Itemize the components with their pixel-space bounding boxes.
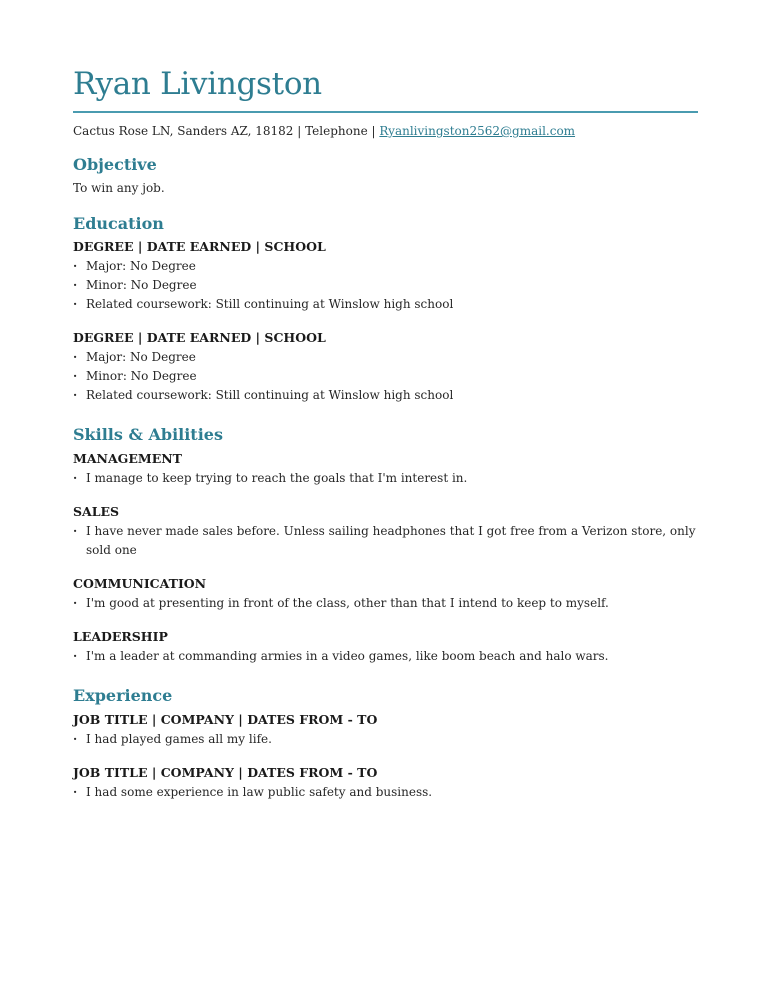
header-divider	[73, 111, 698, 113]
education-title: Education	[73, 213, 164, 233]
skills-title: Skills & Abilities	[73, 424, 223, 444]
skill-entry	[73, 451, 698, 488]
education-entry	[73, 330, 698, 405]
experience-heading: JOB TITLE | COMPANY | DATES FROM - TO	[73, 764, 378, 780]
experience-entry	[73, 712, 698, 749]
skill-entry	[73, 576, 698, 613]
objective-title: Objective	[73, 155, 157, 174]
list-item: · I have never made sales before. Unless sailing headphones that I got free from a Verizon store, only sold one	[73, 522, 698, 560]
list-item: · I had played games all my life.	[73, 730, 698, 749]
education-entry-heading: DEGREE | DATE EARNED | SCHOOL	[73, 238, 326, 254]
skill-entry	[73, 504, 698, 560]
skill-heading: MANAGEMENT	[73, 450, 182, 466]
skill-heading: LEADERSHIP	[73, 628, 168, 644]
education-entry-heading: DEGREE | DATE EARNED | SCHOOL	[73, 329, 326, 345]
email-link[interactable]: Ryanlivingston2562@gmail.com	[379, 124, 576, 138]
skill-list	[73, 647, 698, 666]
list-item: · Major: No Degree	[73, 348, 698, 367]
list-item: · Related coursework: Still continuing at Winslow high school	[73, 386, 698, 405]
objective-text: To win any job.	[73, 181, 165, 195]
list-item: · Major: No Degree	[73, 257, 698, 276]
resume-name: Ryan Livingston	[73, 66, 322, 102]
skill-heading: SALES	[73, 503, 120, 519]
contact-details: Cactus Rose LN, Sanders AZ, 18182 | Telephone |	[73, 124, 380, 138]
contact-line	[73, 124, 698, 138]
list-item: · I'm a leader at commanding armies in a video games, like boom beach and halo wars.	[73, 647, 698, 666]
skill-list	[73, 469, 698, 488]
list-item: · Minor: No Degree	[73, 367, 698, 386]
education-entry-list	[73, 348, 698, 405]
education-entry	[73, 239, 698, 314]
skill-list	[73, 594, 698, 613]
experience-title: Experience	[73, 685, 173, 705]
list-item: · I had some experience in law public safety and business.	[73, 783, 698, 802]
list-item: · Minor: No Degree	[73, 276, 698, 295]
experience-heading: JOB TITLE | COMPANY | DATES FROM - TO	[73, 711, 378, 727]
experience-entry	[73, 765, 698, 802]
list-item: · I'm good at presenting in front of the class, other than that I intend to keep to myself.	[73, 594, 698, 613]
experience-list	[73, 783, 698, 802]
experience-list	[73, 730, 698, 749]
education-entry-list	[73, 257, 698, 314]
skill-heading: COMMUNICATION	[73, 575, 207, 591]
skill-entry	[73, 629, 698, 666]
list-item: · Related coursework: Still continuing at Winslow high school	[73, 295, 698, 314]
skill-list	[73, 522, 698, 560]
list-item: · I manage to keep trying to reach the goals that I'm interest in.	[73, 469, 698, 488]
